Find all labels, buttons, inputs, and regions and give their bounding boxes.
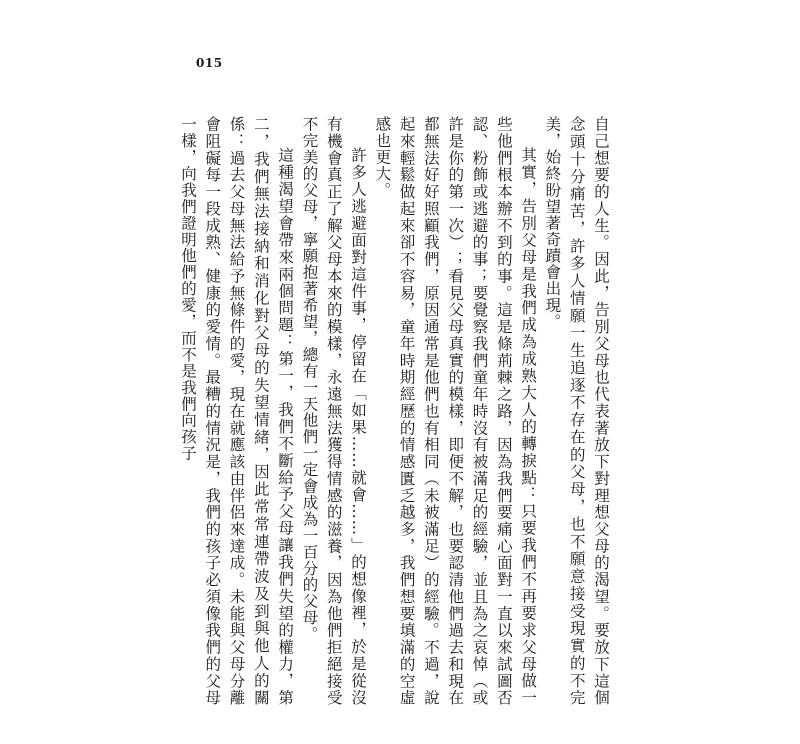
vertical-text-body [178, 116, 613, 706]
paragraph-2: 其實，告別父母是我們成為成熟大人的轉捩點：只要我們不再要求父母做一些他們根本辦不到的事。這是條荊棘之路，因為我們要痛心面對一直以來試圖否認、粉飾或逃避的事；要覺察我們童年時沒有被滿足的經驗，並且為之哀悼（或許是你的第一次）；看見父母真實的模樣，即便不解，也要認清他們過去和現在都無法好好照顧我們，原因通常是他們也有相同（未被滿足）的經驗。不過，說起來輕鬆做起來卻不容易，童年時期經歷的情感匱乏越多，我們想要填滿的空虛感也更大。 [373, 116, 538, 706]
paragraph-1: 自己想要的人生。因此，告別父母也代表著放下對理想父母的渴望。要放下這個念頭十分痛苦，許多人情願一生追逐不存在的父母，也不願意接受現實的不完美，始終盼望著奇蹟會出現。 [543, 116, 610, 706]
page-number: 015 [196, 56, 223, 70]
paragraph-3: 許多人逃避面對這件事，停留在「如果……就會……」的想像裡，於是從沒有機會真正了解父母本來的模樣，永遠無法獲得情感的滋養，因為他們拒絕接受不完美的父母，寧願抱著希望，總有一天他們一定會成為一百分的父母。 [300, 116, 368, 706]
paragraph-4: 這種渴望會帶來兩個問題：第一，我們不斷給予父母讓我們失望的權力，第二，我們無法接納和消化對父母的失望情緒，因此常常連帶波及到與他人的關係：過去父母無法給予無條件的愛，現在就應該由伴侶來達成。未能與父母分離會阻礙每一段成熟、健康的愛情。最糟的情況是，我們的孩子必須像我們的父母一樣，向我們證明他們的愛，而不是我們向孩子 [178, 116, 295, 706]
